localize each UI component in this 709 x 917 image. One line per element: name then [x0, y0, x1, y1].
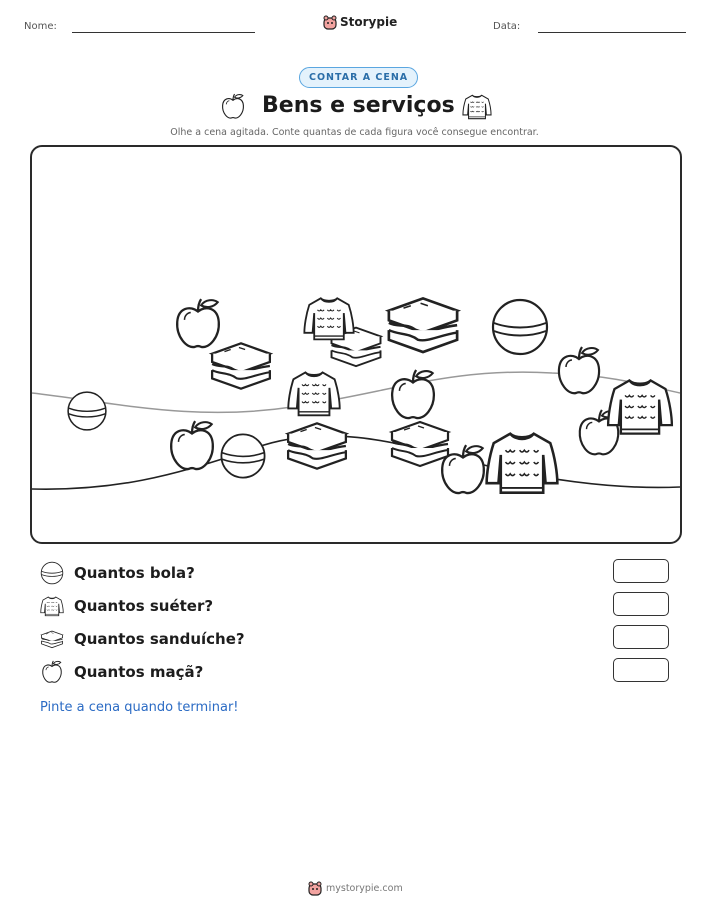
sandwich-item [392, 422, 448, 466]
footer [308, 880, 403, 896]
answer-box-apple[interactable] [613, 658, 669, 682]
answer-box-ball[interactable] [613, 559, 669, 583]
ball-item [493, 300, 547, 354]
apple-item [177, 299, 219, 347]
date-label: Data: [493, 21, 521, 32]
ball-item [68, 392, 106, 430]
name-label: Nome: [24, 21, 57, 32]
sweater-item [304, 298, 353, 339]
apple-icon [40, 660, 64, 684]
brand-name: Storypie [340, 15, 398, 29]
question-text: Quantos maçã? [74, 663, 204, 681]
question-row-apple [40, 660, 203, 684]
answer-box-sandwich[interactable] [613, 625, 669, 649]
question-row-sandwich [40, 627, 245, 651]
apple-item [171, 421, 213, 469]
question-row-sweater [40, 594, 213, 618]
sweater-icon [462, 93, 492, 120]
sweater-item [608, 381, 672, 434]
question-row-ball [40, 561, 195, 585]
ball-item [221, 434, 264, 477]
storypie-mascot-icon [308, 880, 322, 896]
date-line[interactable] [538, 32, 686, 33]
apple-icon [220, 93, 246, 120]
sandwich-icon [40, 627, 64, 651]
question-text: Quantos bola? [74, 564, 195, 582]
sweater-icon [40, 594, 64, 618]
activity-badge: CONTAR A CENA [299, 67, 418, 88]
page-title: Bens e serviços [262, 93, 455, 118]
question-text: Quantos suéter? [74, 597, 214, 615]
sweater-item [288, 372, 339, 415]
storypie-mascot-icon [323, 14, 337, 30]
sandwich-item [389, 298, 457, 352]
apple-item [559, 347, 599, 393]
counting-scene[interactable] [30, 145, 682, 544]
coloring-instruction: Pinte a cena quando terminar! [40, 700, 239, 715]
sweater-item [487, 434, 558, 493]
footer-url[interactable]: mystorypie.com [326, 882, 403, 894]
sandwich-item [288, 423, 346, 468]
scene-drawing [32, 147, 680, 542]
apple-item [392, 370, 434, 418]
sandwich-item [212, 343, 270, 388]
question-text: Quantos sanduíche? [74, 630, 245, 648]
answer-box-sweater[interactable] [613, 592, 669, 616]
instructions-subtitle: Olhe a cena agitada. Conte quantas de cada figura você consegue encontrar. [170, 127, 539, 138]
ball-icon [40, 561, 64, 585]
brand-logo [323, 14, 397, 30]
name-line[interactable] [72, 32, 255, 33]
